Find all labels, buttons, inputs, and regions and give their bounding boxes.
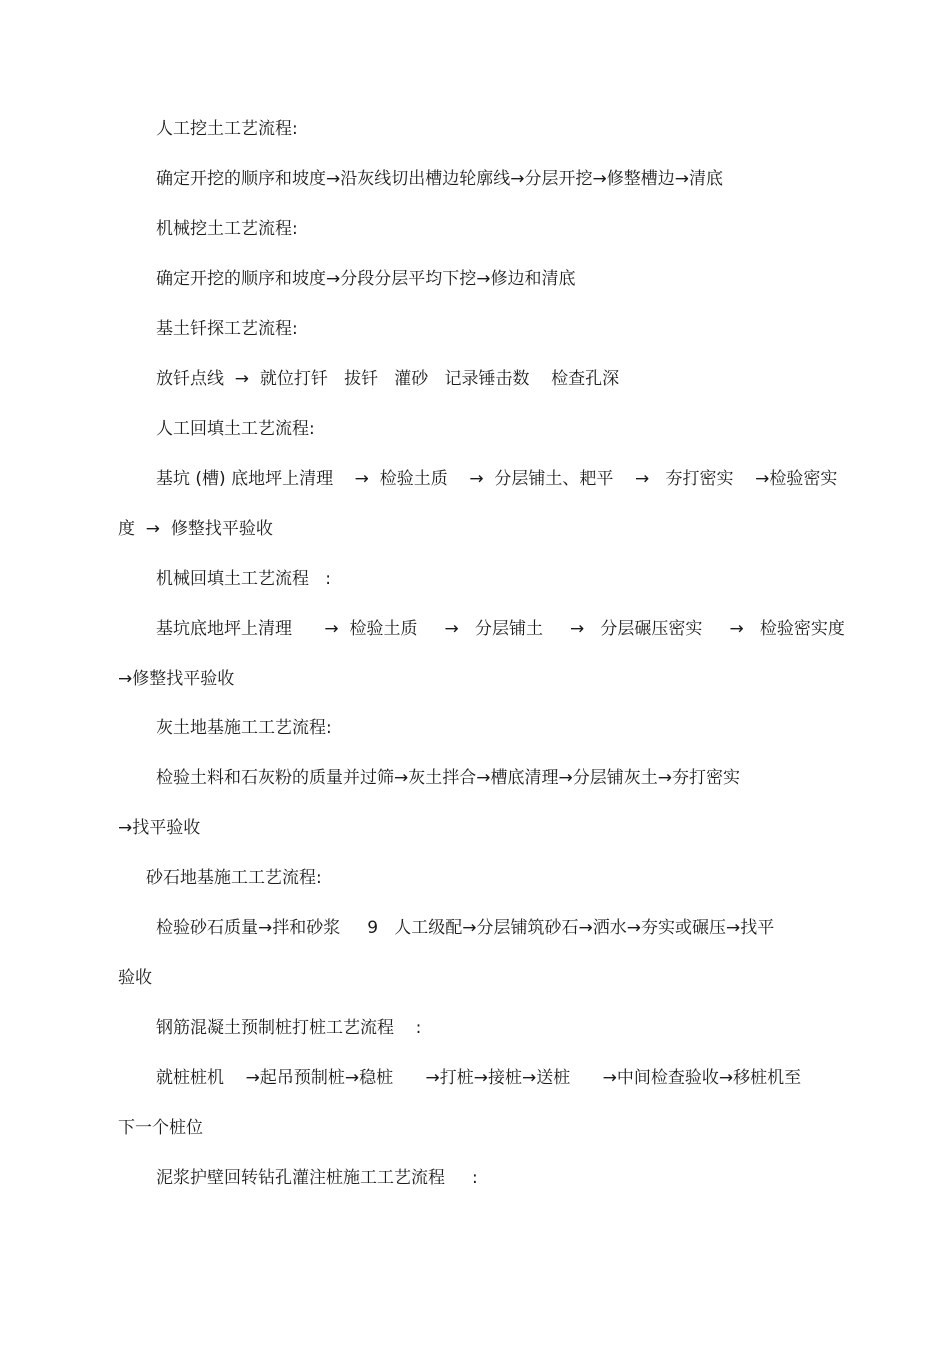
flow-lime-soil-foundation: 检验土料和石灰粉的质量并过筛→灰土拌合→槽底清理→分层铺灰土→夯打密实 [156, 768, 740, 788]
heading-manual-backfill: 人工回填土工艺流程: [156, 419, 315, 439]
flow-mechanical-excavation: 确定开挖的顺序和坡度→分段分层平均下挖→修边和清底 [156, 269, 576, 289]
heading-sand-gravel-foundation: 砂石地基施工工艺流程: [146, 868, 322, 888]
heading-soil-probing: 基土钎探工艺流程: [156, 319, 298, 339]
heading-lime-soil-foundation: 灰土地基施工工艺流程: [156, 718, 332, 738]
flow-precast-pile-driving: 就桩桩机 →起吊预制桩→稳桩 →打桩→接桩→送桩 →中间检查验收→移桩机至 [156, 1068, 802, 1088]
flow-lime-soil-foundation-cont: →找平验收 [118, 818, 201, 838]
flow-mechanical-backfill: 基坑底地坪上清理 → 检验土质 → 分层铺土 → 分层碾压密实 → 检验密实度 [156, 619, 845, 639]
heading-manual-excavation: 人工挖土工艺流程: [156, 119, 298, 139]
heading-precast-pile-driving: 钢筋混凝土预制桩打桩工艺流程 : [156, 1018, 422, 1038]
flow-manual-excavation: 确定开挖的顺序和坡度→沿灰线切出槽边轮廓线→分层开挖→修整槽边→清底 [156, 169, 723, 189]
flow-sand-gravel-foundation-cont: 验收 [118, 968, 152, 988]
heading-bored-pile: 泥浆护壁回转钻孔灌注桩施工工艺流程 : [156, 1168, 478, 1188]
heading-mechanical-excavation: 机械挖土工艺流程: [156, 219, 298, 239]
heading-mechanical-backfill: 机械回填土工艺流程 : [156, 569, 331, 589]
flow-precast-pile-driving-cont: 下一个桩位 [118, 1118, 203, 1138]
flow-manual-backfill-cont: 度 → 修整找平验收 [118, 519, 273, 539]
flow-mechanical-backfill-cont: →修整找平验收 [118, 669, 235, 689]
flow-manual-backfill: 基坑 (槽) 底地坪上清理 → 检验土质 → 分层铺土、耙平 → 夯打密实 →检验密实 [156, 469, 838, 489]
flow-soil-probing: 放钎点线 → 就位打钎 拔钎 灌砂 记录锤击数 检查孔深 [156, 369, 620, 389]
flow-sand-gravel-foundation: 检验砂石质量→拌和砂浆 9 人工级配→分层铺筑砂石→洒水→夯实或碾压→找平 [156, 918, 775, 938]
